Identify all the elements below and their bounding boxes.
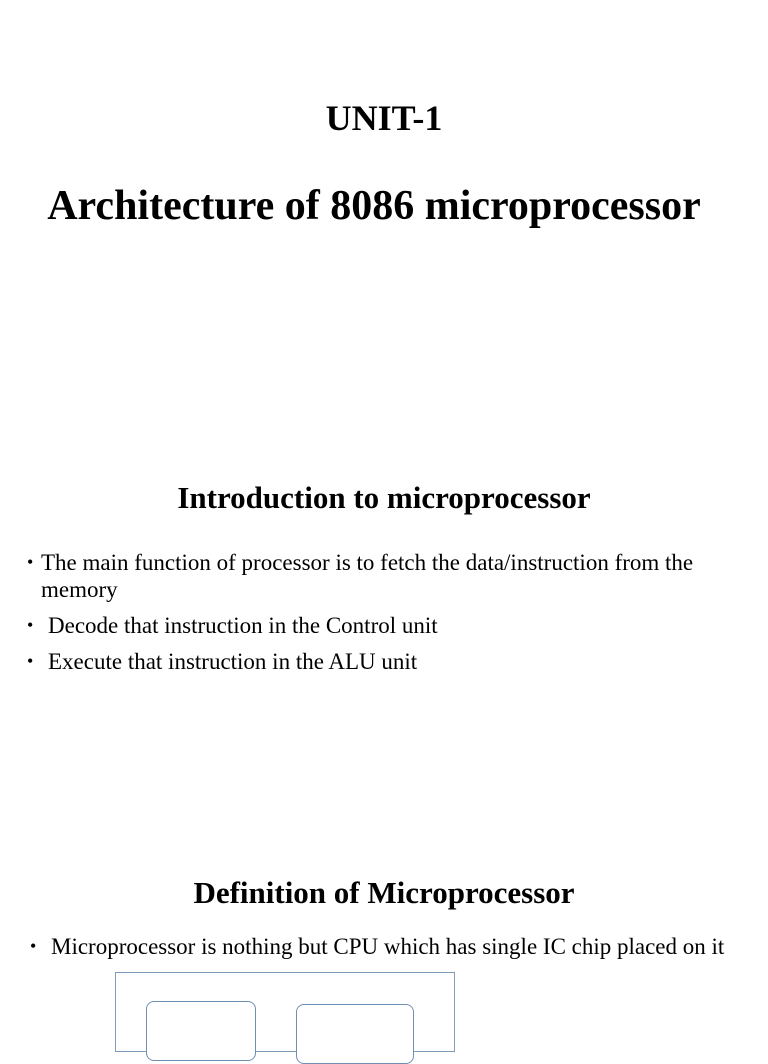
bullet-text: Decode that instruction in the Control unit	[48, 613, 438, 638]
bullet-item	[27, 549, 747, 603]
bullet-icon: •	[30, 936, 37, 956]
bullet-item	[30, 933, 750, 960]
definition-heading: Definition of Microprocessor	[193, 875, 575, 910]
presentation-title: Architecture of 8086 microprocessor	[47, 183, 701, 229]
definition-bullet-list	[30, 933, 750, 960]
bullet-text: Execute that instruction in the ALU unit	[48, 649, 418, 674]
cpu-diagram-frame	[115, 972, 455, 1052]
bullet-item	[27, 648, 747, 675]
bullet-text: Microprocessor is nothing but CPU which has single IC chip placed on it	[51, 934, 725, 959]
unit-heading: UNIT-1	[325, 98, 443, 138]
bullet-text: The main function of processor is to fetch the data/instruction from the memory	[41, 550, 694, 602]
introduction-slide	[0, 440, 768, 850]
definition-slide	[0, 850, 768, 1024]
diagram-block	[146, 1001, 256, 1061]
bullet-icon: •	[27, 651, 34, 671]
introduction-bullet-list	[27, 549, 747, 675]
bullet-icon: •	[27, 552, 34, 572]
title-slide	[0, 0, 768, 440]
introduction-heading: Introduction to microprocessor	[177, 480, 591, 515]
bullet-item	[27, 612, 747, 639]
diagram-block	[296, 1004, 414, 1064]
bullet-icon: •	[27, 615, 34, 635]
